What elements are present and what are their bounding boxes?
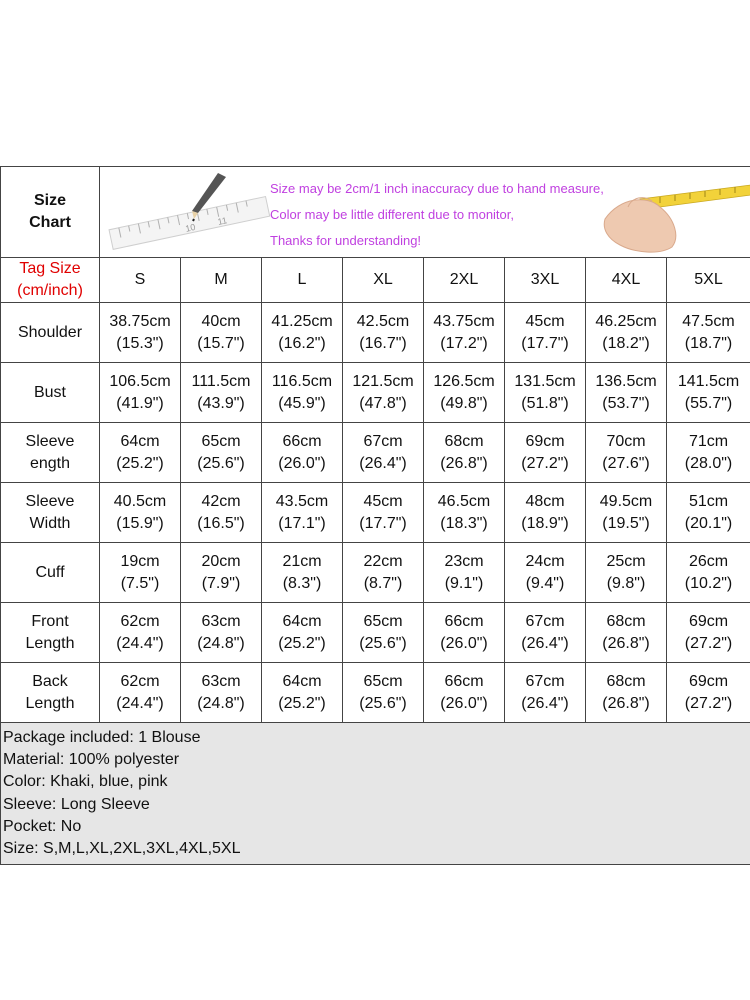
measurement-cell [100, 603, 181, 663]
cm-value: 66cm [444, 612, 484, 630]
cm-value: 62cm [120, 672, 160, 690]
measurement-banner [100, 167, 750, 258]
cm-value: 106.5cm [109, 372, 171, 390]
measurement-label [1, 663, 100, 723]
measurement-cell [505, 483, 586, 543]
measurement-label [1, 303, 100, 363]
inch-value: (26.0") [440, 634, 488, 652]
inch-value: (19.5") [602, 514, 650, 532]
measurement-label [1, 603, 100, 663]
cm-value: 51cm [688, 492, 729, 510]
measurement-cell [505, 303, 586, 363]
inch-value: (26.4") [359, 454, 407, 472]
ruler-number-11: 11 [216, 215, 228, 227]
inch-value: (16.5") [197, 514, 245, 532]
cm-value: 121.5cm [352, 372, 414, 390]
cm-value: 64cm [120, 432, 160, 450]
cm-value: 38.75cm [109, 312, 171, 330]
measurement-cell [586, 543, 667, 603]
cm-value: 68cm [444, 432, 484, 450]
measurement-cell [667, 603, 750, 663]
inch-value: (18.2") [602, 334, 650, 352]
inch-value: (16.2") [278, 334, 326, 352]
cm-value: 65cm [201, 432, 241, 450]
cm-value: 23cm [444, 552, 484, 570]
measurement-label-line-2: Width [29, 514, 71, 532]
cm-value: 26cm [688, 552, 729, 570]
size-chart [0, 166, 750, 865]
measurement-cell [586, 603, 667, 663]
cm-value: 71cm [688, 432, 729, 450]
cm-value: 25cm [606, 552, 646, 570]
cm-value: 46.5cm [437, 492, 491, 510]
size-chart-title [1, 167, 100, 258]
measurement-cell [262, 423, 343, 483]
size-header-cell: 5XL [667, 258, 750, 303]
measurement-cell [343, 543, 424, 603]
title-line-2: Chart [29, 214, 71, 231]
measurement-cell [181, 543, 262, 603]
inch-value: (15.3") [116, 334, 164, 352]
tag-size-line-1: Tag Size [19, 260, 81, 277]
measurement-cell [586, 423, 667, 483]
measurement-cell [100, 663, 181, 723]
cm-value: 67cm [363, 432, 403, 450]
inch-value: (18.9") [521, 514, 569, 532]
cm-value: 24cm [525, 552, 565, 570]
measurement-cell [505, 423, 586, 483]
measurement-label-line-1: Shoulder [17, 323, 83, 341]
measurement-label-line-1: Bust [33, 383, 66, 401]
inch-value: (27.2") [684, 694, 733, 712]
cm-value: 66cm [282, 432, 322, 450]
tag-size-line-2: (cm/inch) [17, 282, 83, 299]
measurement-cell [424, 543, 505, 603]
measurement-cell [424, 423, 505, 483]
measurement-label-line-2: Length [25, 634, 75, 652]
measurement-cell [343, 663, 424, 723]
inch-value: (25.2") [278, 694, 326, 712]
inch-value: (24.4") [116, 634, 164, 652]
inch-value: (9.4") [525, 574, 565, 592]
measurement-cell [343, 303, 424, 363]
inch-value: (17.2") [440, 334, 488, 352]
cm-value: 48cm [525, 492, 565, 510]
inch-value: (17.7") [359, 514, 407, 532]
measurement-cell [100, 423, 181, 483]
measurement-cell [181, 363, 262, 423]
size-chart-table [0, 166, 750, 865]
measurement-cell [181, 303, 262, 363]
measurement-cell [424, 663, 505, 723]
measurement-cell [262, 663, 343, 723]
sizes-row [1, 258, 750, 303]
cm-value: 41.25cm [271, 312, 333, 330]
cm-value: 45cm [363, 492, 403, 510]
ruler-icon [109, 197, 270, 250]
cm-value: 65cm [363, 672, 403, 690]
measurement-cell [505, 543, 586, 603]
inch-value: (27.6") [602, 454, 650, 472]
inch-value: (25.6") [197, 454, 245, 472]
inch-value: (43.9") [197, 394, 245, 412]
inch-value: (27.2") [684, 634, 733, 652]
inch-value: (25.6") [359, 634, 407, 652]
note-color: Color may be little different due to monitor, [270, 207, 514, 222]
inch-value: (47.8") [359, 394, 407, 412]
inch-value: (8.3") [282, 574, 322, 592]
cm-value: 64cm [282, 612, 322, 630]
measurement-cell [181, 423, 262, 483]
inch-value: (26.4") [521, 694, 569, 712]
measurement-cell [586, 363, 667, 423]
measurement-cell [505, 663, 586, 723]
header-row [1, 167, 750, 258]
measurement-cell [100, 363, 181, 423]
info-size: Size: S,M,L,XL,2XL,3XL,4XL,5XL [3, 840, 241, 858]
measurement-cell [667, 423, 750, 483]
measurement-cell [424, 303, 505, 363]
measurement-cell [424, 483, 505, 543]
size-header-cell: 3XL [505, 258, 586, 303]
measurement-cell [262, 603, 343, 663]
inch-value: (7.9") [201, 574, 241, 592]
measurement-row [1, 303, 750, 363]
cm-value: 46.25cm [595, 312, 657, 330]
measurement-cell [667, 363, 750, 423]
inch-value: (18.7") [684, 334, 733, 352]
inch-value: (9.8") [606, 574, 646, 592]
cm-value: 45cm [525, 312, 565, 330]
inch-value: (26.0") [440, 694, 488, 712]
note-thanks: Thanks for understanding! [270, 233, 422, 248]
info-pocket: Pocket: No [3, 817, 82, 835]
info-color: Color: Khaki, blue, pink [3, 773, 168, 791]
measurement-cell [343, 423, 424, 483]
inch-value: (26.4") [521, 634, 569, 652]
inch-value: (24.4") [116, 694, 164, 712]
inch-value: (16.7") [359, 334, 407, 352]
measurement-cell [100, 303, 181, 363]
inch-value: (26.0") [278, 454, 326, 472]
inch-value: (26.8") [440, 454, 488, 472]
measurement-label-line-1: Sleeve [25, 492, 75, 510]
inch-value: (17.7") [521, 334, 569, 352]
measurement-cell [100, 543, 181, 603]
inch-value: (41.9") [116, 394, 164, 412]
measurement-cell [262, 303, 343, 363]
cm-value: 21cm [282, 552, 322, 570]
measurement-cell [586, 663, 667, 723]
measurement-row [1, 603, 750, 663]
measurement-row [1, 663, 750, 723]
measurement-label [1, 483, 100, 543]
cm-value: 69cm [688, 612, 729, 630]
cm-value: 67cm [525, 672, 565, 690]
inch-value: (26.8") [602, 634, 650, 652]
inch-value: (9.1") [444, 574, 484, 592]
measurement-cell [343, 363, 424, 423]
cm-value: 40.5cm [113, 492, 167, 510]
cm-value: 126.5cm [433, 372, 495, 390]
inch-value: (51.8") [521, 394, 569, 412]
inch-value: (26.8") [602, 694, 650, 712]
cm-value: 63cm [201, 672, 241, 690]
inch-value: (20.1") [684, 514, 733, 532]
inch-value: (10.2") [684, 574, 733, 592]
cm-value: 49.5cm [599, 492, 653, 510]
cm-value: 67cm [525, 612, 565, 630]
cm-value: 66cm [444, 672, 484, 690]
size-header-cell: S [100, 258, 181, 303]
measurement-cell [262, 363, 343, 423]
inch-value: (18.3") [440, 514, 488, 532]
measurement-row [1, 483, 750, 543]
title-line-1: Size [33, 192, 66, 209]
measurement-label-line-1: Front [31, 612, 69, 630]
info-row [1, 723, 750, 865]
inch-value: (49.8") [440, 394, 488, 412]
measurement-label [1, 423, 100, 483]
cm-value: 69cm [688, 672, 729, 690]
cm-value: 116.5cm [271, 372, 333, 390]
cm-value: 22cm [363, 552, 403, 570]
measurement-cell [181, 603, 262, 663]
measurement-cell [667, 303, 750, 363]
info-sleeve: Sleeve: Long Sleeve [3, 795, 150, 813]
cm-value: 43.5cm [275, 492, 329, 510]
inch-value: (24.8") [197, 694, 245, 712]
cm-value: 43.75cm [433, 312, 495, 330]
inch-value: (25.2") [278, 634, 326, 652]
inch-value: (53.7") [602, 394, 650, 412]
cm-value: 42.5cm [356, 312, 410, 330]
inch-value: (7.5") [120, 574, 160, 592]
measurement-label-line-1: Back [32, 672, 68, 690]
measurement-cell [343, 483, 424, 543]
measurement-cell [262, 543, 343, 603]
size-header-cell: M [181, 258, 262, 303]
cm-value: 62cm [120, 612, 160, 630]
size-header-cell: XL [343, 258, 424, 303]
measurement-label-line-2: ength [29, 454, 71, 472]
inch-value: (17.1") [278, 514, 326, 532]
measurement-row [1, 543, 750, 603]
cm-value: 70cm [606, 432, 646, 450]
measurement-label [1, 363, 100, 423]
info-material: Material: 100% polyester [3, 751, 180, 769]
inch-value: (8.7") [363, 574, 403, 592]
cm-value: 111.5cm [191, 372, 251, 390]
cm-value: 19cm [120, 552, 160, 570]
measurement-cell [262, 483, 343, 543]
info-package: Package included: 1 Blouse [3, 729, 201, 746]
inch-value: (25.6") [359, 694, 407, 712]
cm-value: 47.5cm [682, 312, 735, 330]
measurement-cell [181, 663, 262, 723]
cm-value: 20cm [201, 552, 241, 570]
cm-value: 131.5cm [514, 372, 576, 390]
measurement-cell [586, 303, 667, 363]
measurement-cell [667, 663, 750, 723]
cm-value: 63cm [201, 612, 241, 630]
measurement-label-line-1: Cuff [35, 563, 65, 581]
inch-value: (55.7") [684, 394, 733, 412]
cm-value: 42cm [201, 492, 241, 510]
cm-value: 136.5cm [595, 372, 657, 390]
size-header-cell: L [262, 258, 343, 303]
inch-value: (24.8") [197, 634, 245, 652]
measurement-cell [505, 363, 586, 423]
measurement-cell [667, 483, 750, 543]
measurement-label-line-2: Length [25, 694, 75, 712]
product-info [1, 723, 750, 865]
inch-value: (27.2") [521, 454, 569, 472]
measurement-cell [667, 543, 750, 603]
measurement-row [1, 363, 750, 423]
inch-value: (45.9") [278, 394, 326, 412]
ruler-number-10: 10 [184, 221, 197, 234]
measurement-cell [100, 483, 181, 543]
measurement-cell [343, 603, 424, 663]
cm-value: 40cm [201, 312, 241, 330]
inch-value: (15.9") [116, 514, 164, 532]
cm-value: 69cm [525, 432, 565, 450]
measurement-cell [181, 483, 262, 543]
inch-value: (25.2") [116, 454, 164, 472]
measurement-cell [505, 603, 586, 663]
measurement-cell [424, 363, 505, 423]
inch-value: (15.7") [197, 334, 245, 352]
measurement-cell [424, 603, 505, 663]
cm-value: 65cm [363, 612, 403, 630]
size-header-cell: 2XL [424, 258, 505, 303]
inch-value: (28.0") [684, 454, 733, 472]
measurement-label [1, 543, 100, 603]
cm-value: 68cm [606, 672, 646, 690]
cm-value: 141.5cm [677, 372, 740, 390]
measurement-cell [586, 483, 667, 543]
cm-value: 68cm [606, 612, 646, 630]
measurement-row [1, 423, 750, 483]
note-inaccuracy: Size may be 2cm/1 inch inaccuracy due to hand measure, [270, 181, 604, 196]
tag-size-label [1, 258, 100, 303]
size-header-cell: 4XL [586, 258, 667, 303]
cm-value: 64cm [282, 672, 322, 690]
measurement-label-line-1: Sleeve [25, 432, 75, 450]
